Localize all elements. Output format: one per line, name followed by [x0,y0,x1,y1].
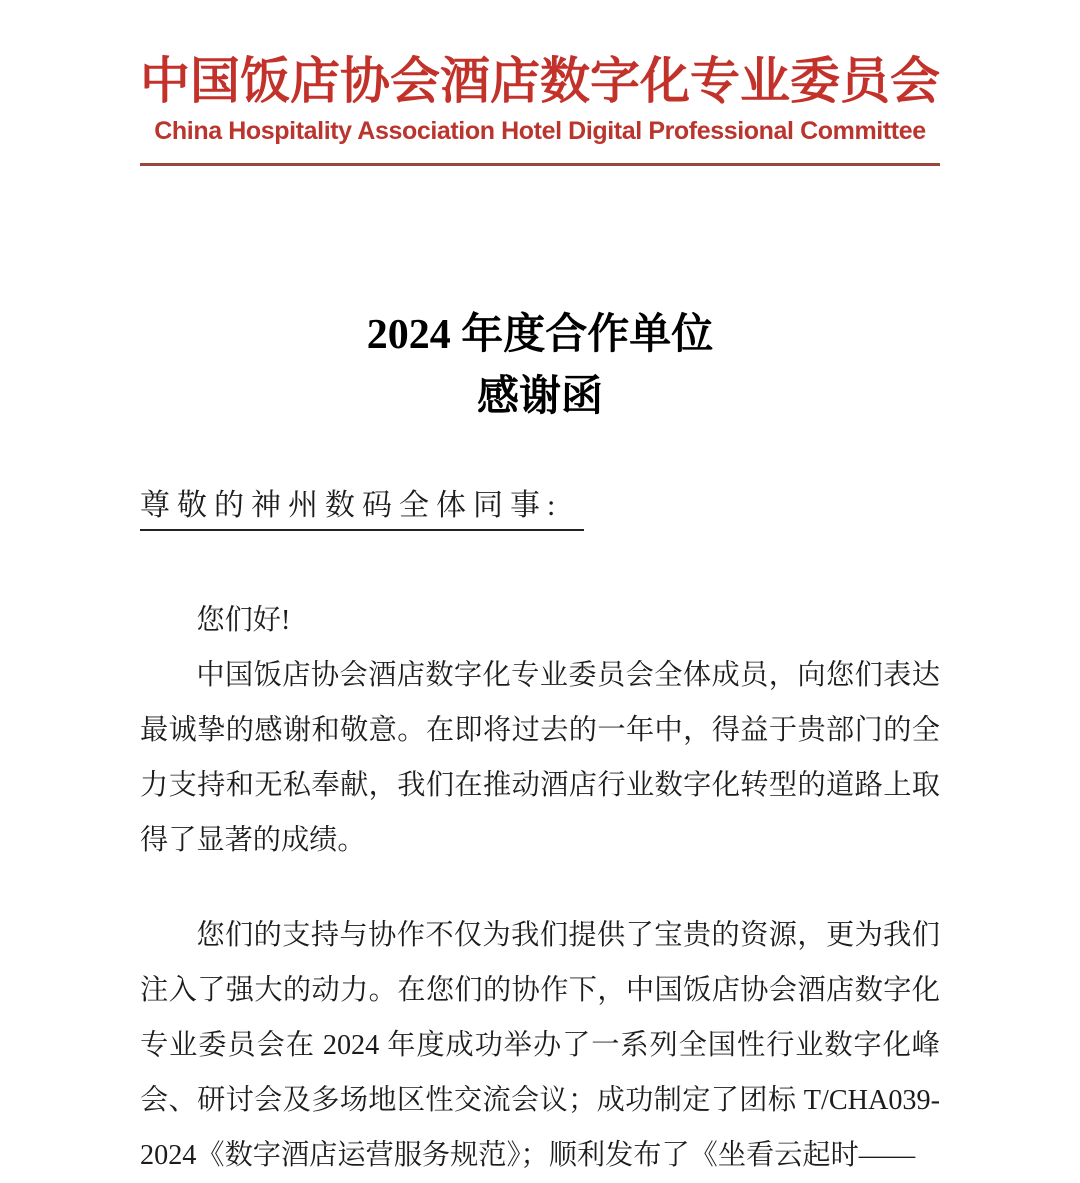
letter-title-line2: 感谢函 [476,374,603,420]
letter-title-line1: 2024 年度合作单位 [366,312,714,358]
org-name-english: China Hospitality Association Hotel Digital Professional Committee [154,117,926,145]
body-paragraph-2: 您们的支持与协作不仅为我们提供了宝贵的资源，更为我们注入了强大的动力。在您们的协作下，中国饭店协会酒店数字化专业委员会在 2024 年度成功举办了一系列全国性行业数字化峰会、研讨会及多场地区性交流会议；成功制定了团标 T/CHA039-2024《数字酒店运营服务规范》；顺利发布了《坐看云起时—— [140,920,940,1171]
letter-title [140,304,940,428]
header-divider-rule [140,163,940,166]
letter-body [140,593,940,1183]
salutation-row [140,488,940,531]
greeting-paragraph: 您们好! [196,605,291,636]
document-page [140,0,940,1183]
org-name-chinese: 中国饭店协会酒店数字化专业委员会 [140,53,940,109]
salutation: 尊敬的神州数码全体同事: [140,488,584,531]
body-paragraph-1: 中国饭店协会酒店数字化专业委员会全体成员，向您们表达最诚挚的感谢和敬意。在即将过去的一年中，得益于贵部门的全力支持和无私奉献，我们在推动酒店行业数字化转型的道路上取得了显著的成绩。 [140,660,940,856]
letterhead [140,50,940,166]
